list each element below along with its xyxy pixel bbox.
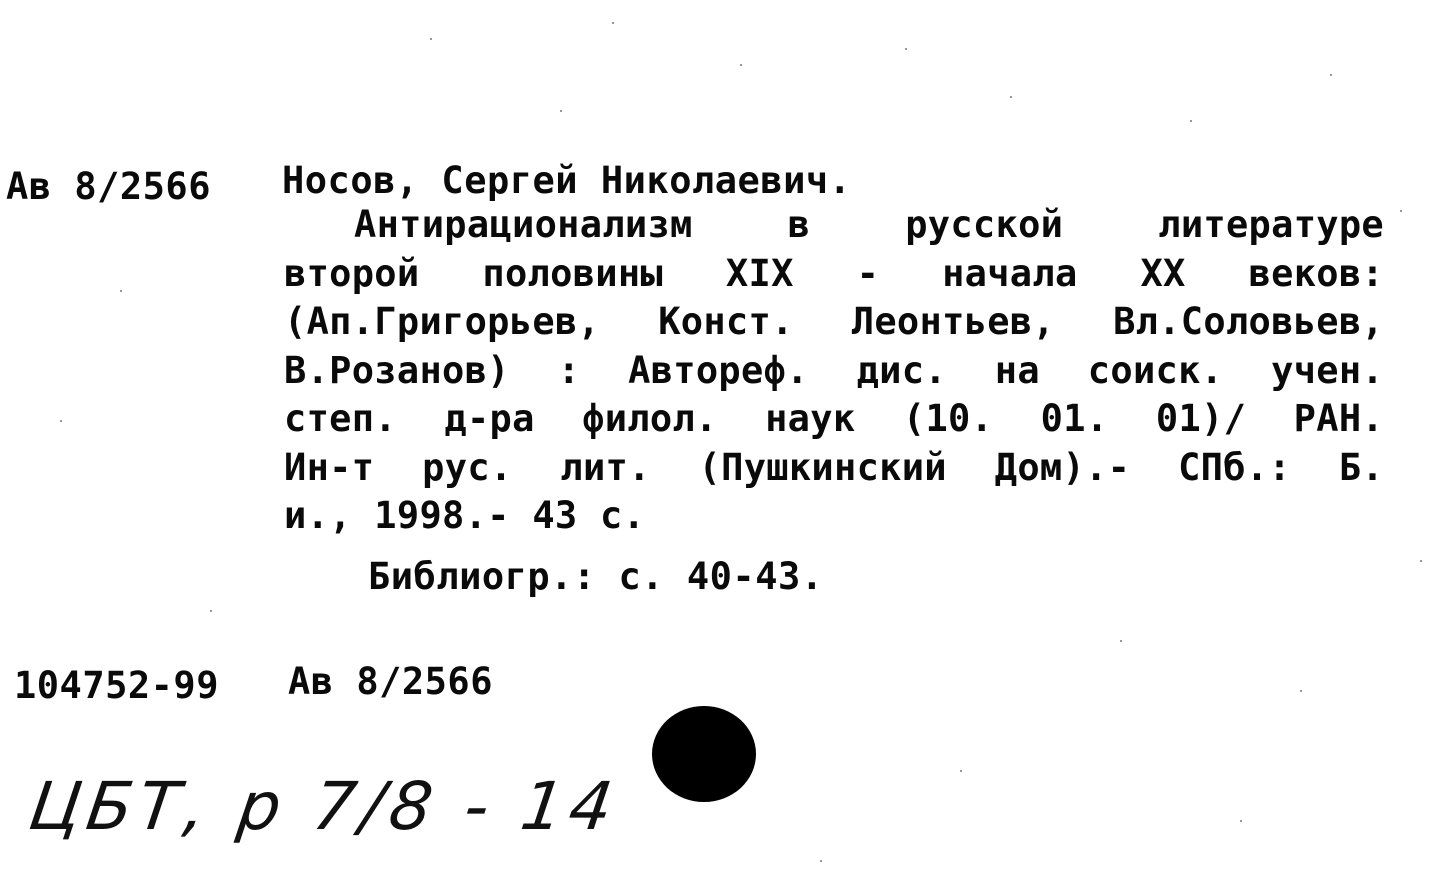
description-line: В.Розанов) : Автореф. дис. на соиск. учен. [284,348,1384,392]
description-line: степ. д-ра филол. наук (10. 01. 01)/ РАН. [284,397,1384,440]
shelfmark-top: Ав 8/2566 [6,165,211,208]
description-line: Антирационализм в русской литературе [354,203,1384,246]
description-line: и., 1998.- 43 с. [284,494,646,537]
description-line: Ин-т рус. лит. (Пушкинский Дом).- СПб.: Б. [284,445,1384,489]
shelfmark-bottom: Ав 8/2566 [288,660,493,703]
bibliography-note: Библиогр.: с. 40-43. [368,555,824,598]
description-line: второй половины XIX - начала XX веков: [284,251,1384,295]
bibliographic-description [284,201,1384,541]
author-heading: Носов, Сергей Николаевич. [282,159,852,202]
accession-number: 104752-99 [14,664,219,707]
description-line: (Ап.Григорьев, Конст. Леонтьев, Вл.Соловьев, [284,300,1384,343]
punch-hole [652,706,756,802]
handwritten-note: ЦБТ, р 7/8 - 14 [24,768,624,845]
